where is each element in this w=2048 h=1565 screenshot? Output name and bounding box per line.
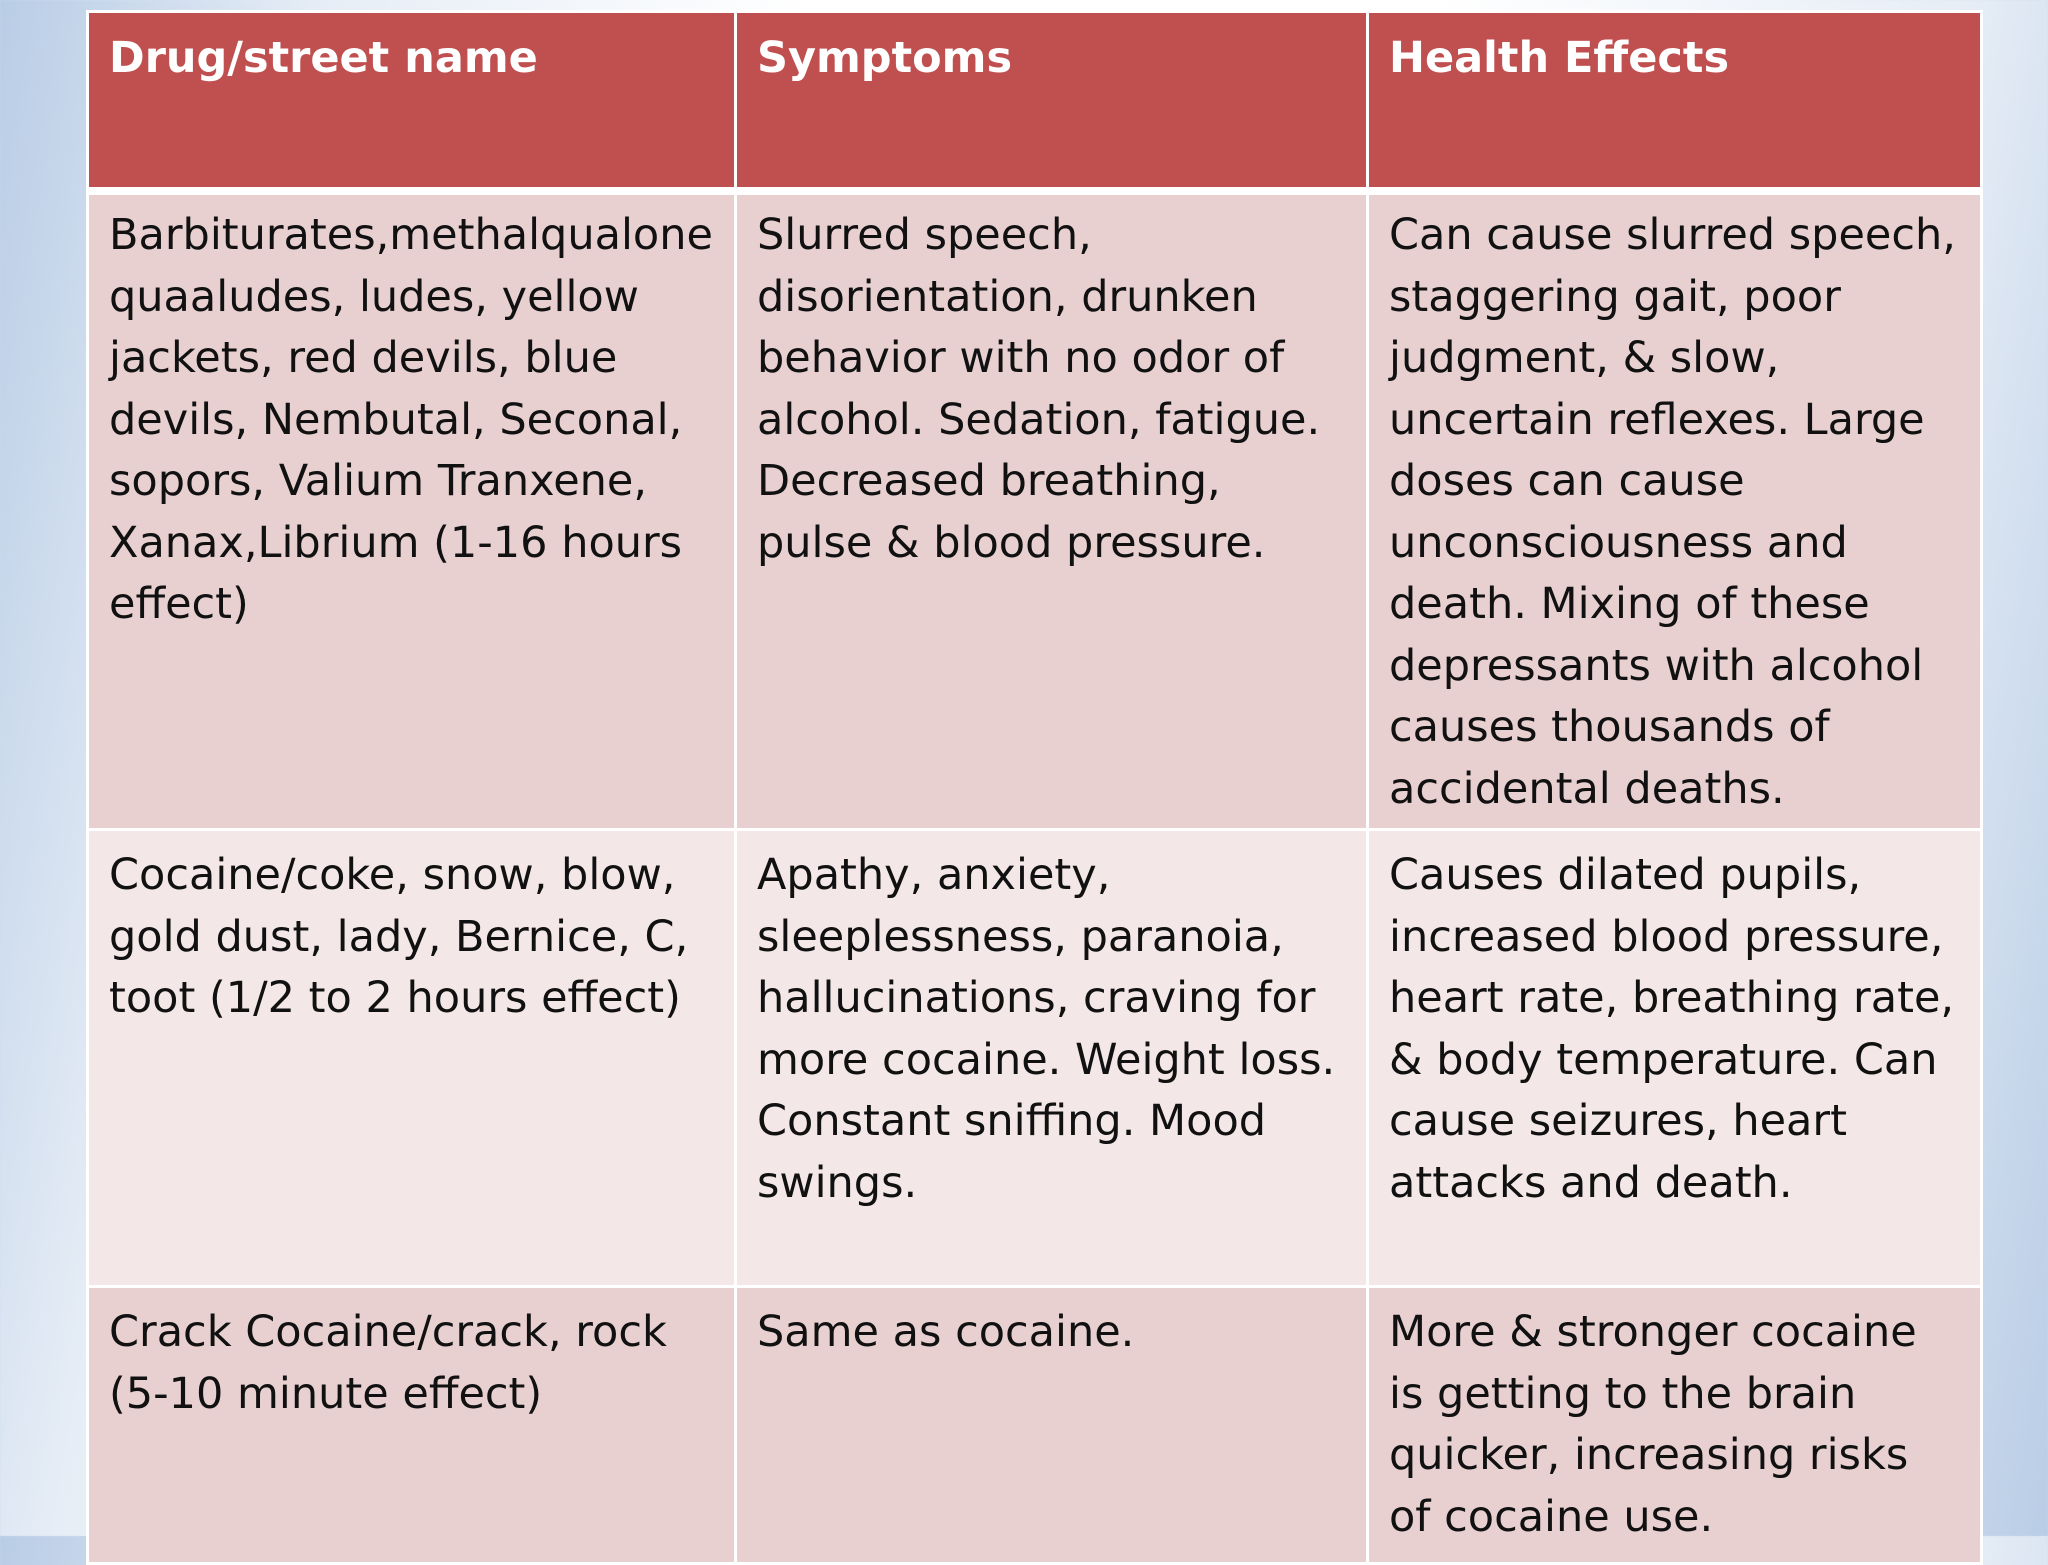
drug-cell: Crack Cocaine/crack, rock (5-10 minute effect) (88, 1287, 736, 1564)
column-header-health-effects: Health Effects (1368, 12, 1982, 192)
table-row (88, 1287, 1982, 1564)
drug-cell: Cocaine/coke, snow, blow, gold dust, lady, Bernice, C, toot (1/2 to 2 hours effect) (88, 830, 736, 1287)
table-row (88, 830, 1982, 1287)
symptoms-cell: Slurred speech, disorientation, drunken behavior with no odor of alcohol. Sedation, fatigue. Decreased breathing, pulse & blood pressure. (736, 191, 1368, 830)
column-header-symptoms: Symptoms (736, 12, 1368, 192)
drug-info-table (86, 10, 1983, 1565)
health-effects-cell: Can cause slurred speech, staggering gait, poor judgment, & slow, uncertain reflexes. Large doses can cause unconsciousness and death. Mixing of these depressants with alcohol causes thousands of accidental deaths. (1368, 191, 1982, 830)
column-header-drug: Drug/street name (88, 12, 736, 192)
symptoms-cell: Same as cocaine. (736, 1287, 1368, 1564)
health-effects-cell: More & stronger cocaine is getting to the brain quicker, increasing risks of cocaine use. (1368, 1287, 1982, 1564)
health-effects-cell: Causes dilated pupils, increased blood pressure, heart rate, breathing rate, & body temperature. Can cause seizures, heart attacks and death. (1368, 830, 1982, 1287)
table-header-row (88, 12, 1982, 192)
symptoms-cell: Apathy, anxiety, sleeplessness, paranoia, hallucinations, craving for more cocaine. Weight loss. Constant sniffing. Mood swings. (736, 830, 1368, 1287)
drug-cell: Barbiturates,methalqualone quaaludes, ludes, yellow jackets, red devils, blue devils, Nembutal, Seconal, sopors, Valium Tranxene, Xanax,Librium (1-16 hours effect) (88, 191, 736, 830)
table-row (88, 191, 1982, 830)
